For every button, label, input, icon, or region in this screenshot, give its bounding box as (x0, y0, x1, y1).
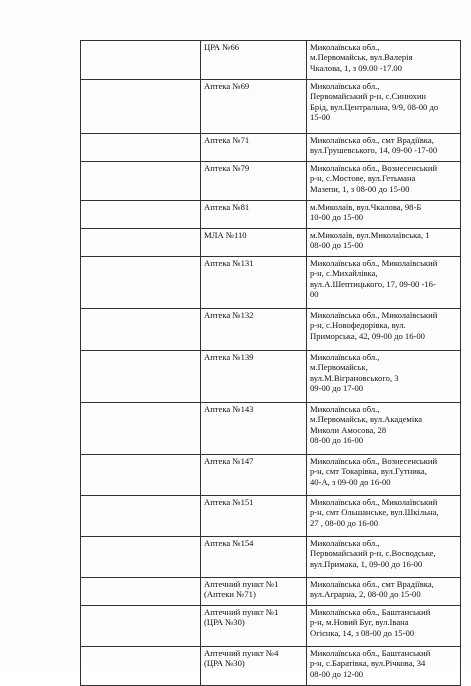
pharmacy-name-cell (201, 229, 307, 257)
empty-left-cell (81, 496, 201, 537)
pharmacy-address: Миколаївська обл., Первомайський р-н, с.Восводське, вул.Примака, 1, 09-00 до 16-00 (310, 538, 436, 569)
table-row (81, 201, 461, 229)
pharmacy-name-cell (201, 647, 307, 686)
table-row (81, 162, 461, 201)
pharmacy-name-cell (201, 201, 307, 229)
pharmacy-name-cell (201, 455, 307, 496)
pharmacy-address-cell (307, 455, 461, 496)
pharmacy-name: Аптека №132 (204, 310, 254, 320)
pharmacy-name: Аптечний пункт №1 (ЦРА №30) (204, 607, 279, 628)
pharmacy-address: Миколаївська обл., смт Врадіївка, вул.Аграрна, 2, 08-00 до 15-00 (310, 579, 434, 600)
pharmacy-address-cell (307, 80, 461, 134)
table-row (81, 134, 461, 162)
empty-left-cell (81, 162, 201, 201)
pharmacy-address: Миколаївська обл., Баштанський р-н, с.Баратівка, вул.Річкова, 34 08-00 до 12-00 (310, 648, 431, 679)
empty-left-cell (81, 351, 201, 403)
pharmacy-address-cell (307, 162, 461, 201)
pharmacy-address-cell (307, 647, 461, 686)
pharmacy-name: МЛА №110 (204, 230, 247, 240)
pharmacy-table (80, 40, 461, 686)
table-row (81, 80, 461, 134)
pharmacy-name: Аптека №143 (204, 404, 254, 414)
pharmacy-name: Аптека №151 (204, 497, 254, 507)
pharmacy-address: Миколаївська обл., Миколаївський р-н, с.Новофедорівка, вул. Приморська, 42, 09-00 до 16-00 (310, 310, 438, 341)
pharmacy-name: Аптека №154 (204, 538, 254, 548)
table-row (81, 455, 461, 496)
empty-left-cell (81, 134, 201, 162)
pharmacy-address: Миколаївська обл., м.Первомайськ, вул.Академіка Миколи Амосова, 28 08-00 до 16-00 (310, 404, 423, 446)
table-row (81, 309, 461, 351)
pharmacy-address-cell (307, 606, 461, 647)
empty-left-cell (81, 309, 201, 351)
table-row (81, 403, 461, 455)
table-row (81, 606, 461, 647)
pharmacy-name: Аптечний пункт №1 (Аптеки №71) (204, 579, 279, 600)
table-row (81, 537, 461, 578)
pharmacy-name: Аптечний пункт №4 (ЦРА №30) (204, 648, 279, 669)
pharmacy-name-cell (201, 41, 307, 80)
pharmacy-name-cell (201, 162, 307, 201)
pharmacy-name: Аптека №131 (204, 258, 254, 268)
pharmacy-name-cell (201, 537, 307, 578)
table-row (81, 229, 461, 257)
pharmacy-name-cell (201, 134, 307, 162)
pharmacy-name: Аптека №139 (204, 352, 254, 362)
pharmacy-address-cell (307, 41, 461, 80)
empty-left-cell (81, 257, 201, 309)
pharmacy-name: Аптека №147 (204, 456, 254, 466)
empty-left-cell (81, 455, 201, 496)
pharmacy-address-cell (307, 134, 461, 162)
pharmacy-address-cell (307, 496, 461, 537)
table-row (81, 41, 461, 80)
pharmacy-address-cell (307, 257, 461, 309)
pharmacy-address-cell (307, 201, 461, 229)
table-row (81, 647, 461, 686)
pharmacy-name-cell (201, 403, 307, 455)
pharmacy-address: м.Миколаїв, вул.Чкалова, 98-Б 10-00 до 15-00 (310, 202, 422, 223)
empty-left-cell (81, 578, 201, 606)
pharmacy-name: ЦРА №66 (204, 42, 240, 52)
empty-left-cell (81, 537, 201, 578)
pharmacy-address-cell (307, 351, 461, 403)
pharmacy-name-cell (201, 606, 307, 647)
pharmacy-address: Миколаївська обл., Миколаївський р-н, с.Михайлівка, вул.А.Шептицького, 17, 09-00 -16- 00 (310, 258, 438, 300)
pharmacy-address: Миколаївська обл., Миколаївський р-н, смт Ольшанське, вул.Шкільна, 27 , 08-00 до 16-00 (310, 497, 439, 528)
pharmacy-table-body (81, 41, 461, 686)
table-row (81, 257, 461, 309)
empty-left-cell (81, 647, 201, 686)
table-row (81, 578, 461, 606)
table-row (81, 496, 461, 537)
pharmacy-address-cell (307, 403, 461, 455)
pharmacy-name-cell (201, 578, 307, 606)
empty-left-cell (81, 80, 201, 134)
table-row (81, 351, 461, 403)
empty-left-cell (81, 229, 201, 257)
pharmacy-name-cell (201, 309, 307, 351)
empty-left-cell (81, 41, 201, 80)
pharmacy-name: Аптека №81 (204, 202, 250, 212)
pharmacy-name-cell (201, 80, 307, 134)
empty-left-cell (81, 201, 201, 229)
empty-left-cell (81, 606, 201, 647)
pharmacy-address: Миколаївська обл., смт Врадіївка, вул.Грушевського, 14, 09-00 -17-00 (310, 135, 438, 156)
pharmacy-address: Миколаївська обл., Вознесенський р-н, смт Токарівка, вул.Гутника, 40-А, з 09-00 до 16-00 (310, 456, 438, 487)
pharmacy-address: Миколаївська обл., Первомайський р-н, с.Синюхин Брід, вул.Центральна, 9/9, 08-00 до 15-00 (310, 81, 439, 123)
pharmacy-address-cell (307, 309, 461, 351)
pharmacy-name-cell (201, 257, 307, 309)
pharmacy-name-cell (201, 496, 307, 537)
pharmacy-address: Миколаївська обл., м.Первомайськ, вул.М.Віграновського, 3 09-00 до 17-00 (310, 352, 399, 394)
pharmacy-address: Миколаївська обл., Вознесенський р-н, с.Мостове, вул.Гетьмана Мазепи, 1, з 08-00 до 15-00 (310, 163, 438, 194)
pharmacy-address: Миколаївська обл., м.Первомайськ, вул.Валерія Чкалова, 1, з 09.00 -17.00 (310, 42, 413, 73)
pharmacy-name: Аптека №79 (204, 163, 250, 173)
pharmacy-address: Миколаївська обл., Баштанський р-н, м.Новий Буг, вул.Івана Огієнка, 14, з 08-00 до 15-00 (310, 607, 431, 638)
pharmacy-address-cell (307, 578, 461, 606)
pharmacy-address: м.Миколаїв, вул.Миколаївська, 1 08-00 до 15-00 (310, 230, 430, 251)
pharmacy-address-cell (307, 229, 461, 257)
pharmacy-name: Аптека №69 (204, 81, 250, 91)
pharmacy-address-cell (307, 537, 461, 578)
pharmacy-name: Аптека №71 (204, 135, 250, 145)
empty-left-cell (81, 403, 201, 455)
pharmacy-name-cell (201, 351, 307, 403)
